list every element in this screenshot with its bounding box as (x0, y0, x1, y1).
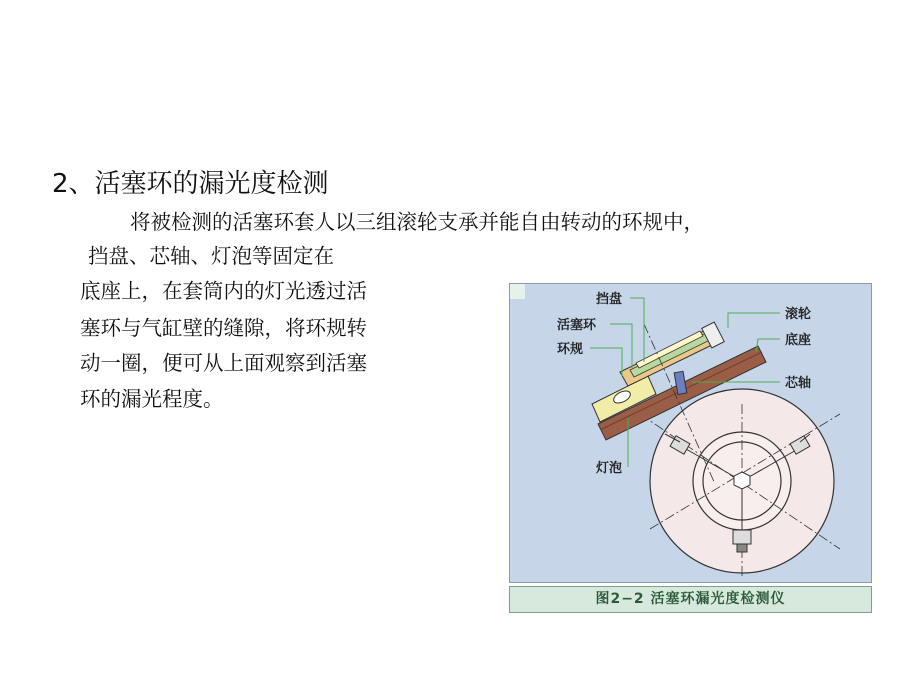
center-hex-nut (734, 472, 750, 489)
paragraph-line-5: 动一圈，便可从上面观察到活塞 (80, 351, 367, 375)
tester-diagram (510, 284, 871, 582)
label-ring-gauge: 环规 (557, 342, 584, 357)
figure-caption: 图2−2 活塞环漏光度检测仪 (509, 586, 872, 613)
paragraph-line-2: 挡盘、芯轴、灯泡等固定在 (88, 244, 334, 268)
paragraph-line-3: 底座上，在套筒内的灯光透过活 (80, 279, 367, 303)
label-roller: 滚轮 (785, 307, 812, 322)
figure-leakage-tester (509, 283, 872, 613)
figure-panel (509, 283, 872, 583)
paragraph-line-6: 环的漏光程度。 (80, 387, 224, 411)
paragraph-line-1: 将被检测的活塞环套人以三组滚轮支承并能自由转动的环规中， (130, 210, 704, 234)
section-heading: 2、活塞环的漏光度检测 (52, 169, 329, 199)
label-bulb: 灯泡 (596, 461, 623, 476)
piston-ring-side (630, 333, 710, 377)
label-shaft: 芯轴 (785, 376, 812, 391)
paragraph-line-4: 塞环与气缸壁的缝隙，将环规转 (80, 316, 367, 340)
label-piston-ring: 活塞环 (557, 318, 597, 333)
label-stop-plate: 挡盘 (596, 292, 623, 307)
corner-marker (510, 284, 525, 299)
label-base: 底座 (785, 333, 812, 348)
